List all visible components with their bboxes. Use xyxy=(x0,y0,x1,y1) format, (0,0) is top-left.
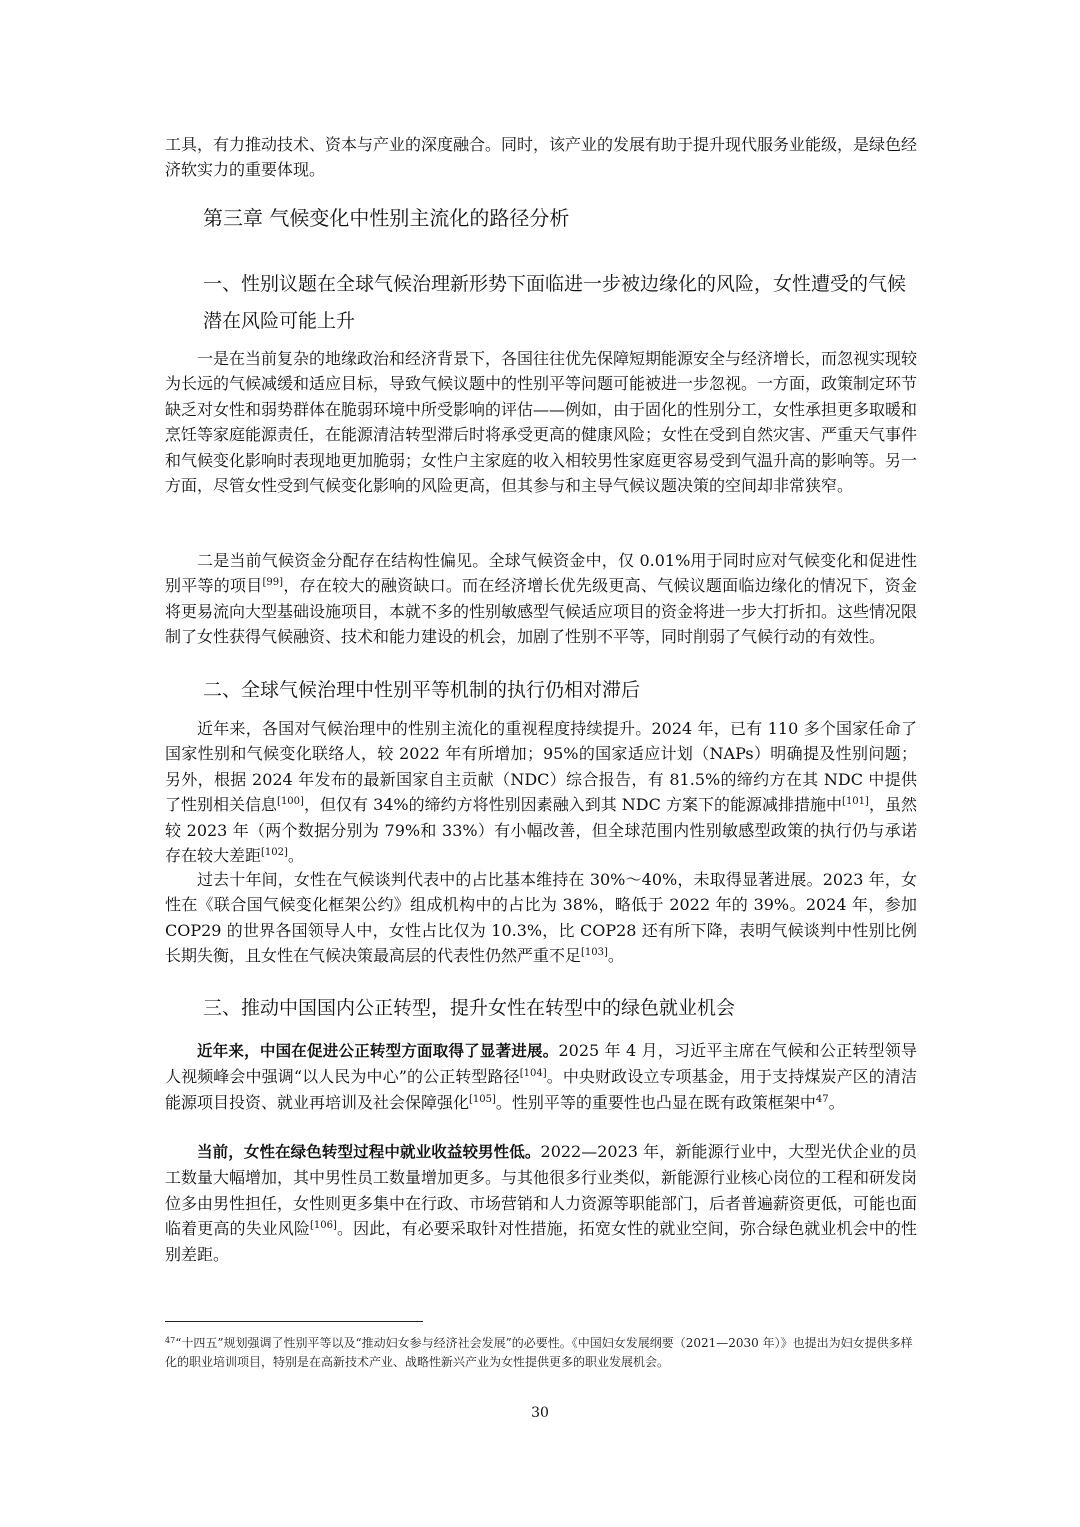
chapter-title: 第三章 气候变化中性别主流化的路径分析 xyxy=(203,206,570,230)
footnote-divider xyxy=(165,1321,423,1322)
section-2-paragraph-2 xyxy=(165,867,917,969)
section-3-paragraph-1 xyxy=(165,1038,917,1115)
footnote-mark: 47 xyxy=(165,1336,176,1345)
citation-104: [104] xyxy=(519,1068,547,1080)
section-2-paragraph-2-text-b: 。 xyxy=(607,946,624,966)
citation-105: [105] xyxy=(469,1093,496,1105)
section-2-paragraph-1 xyxy=(165,716,917,868)
section-3-paragraph-1-text-c: 。性别平等的重要性也凸显在既有政策框架中 xyxy=(495,1092,816,1112)
section-3-paragraph-2 xyxy=(165,1139,917,1267)
section-1-paragraph-2-text-b: ，存在较大的融资缺口。而在经济增长优先级更高、气候议题面临边缘化的情况下，资金将更易流向大型基础设施项目，本就不多的性别敏感型气候适应项目的资金将进一步大打折扣。这些情况限制了女性获得气候融资、技术和能力建设的机会，加剧了性别不平等，同时削弱了气候行动的有效性。 xyxy=(165,576,918,647)
section-3-paragraph-2-lead: 当前，女性在绿色转型过程中就业收益较男性低。 xyxy=(197,1143,541,1161)
section-2-paragraph-1-text-b: ，但仅有 34%的缔约方将性别因素融入到其 NDC 方案下的能源减排措施中 xyxy=(303,795,843,815)
section-2-paragraph-1-text-c: ，虽然较 2023 年（两个数据分别为 79%和 33%）有小幅改善，但全球范围内性别敏感型政策的执行仍与承诺存在较大差距 xyxy=(165,795,917,866)
section-3-paragraph-2-text-a: 2022—2023 年，新能源行业中，大型光伏企业的员工数量大幅增加，其中男性员工数量增加更多。与其他很多行业类似，新能源行业核心岗位的工程和研发岗位多由男性担任，女性则更多集中在行政、市场营销和人力资源等职能部门，后者普遍薪资更低，可能也面临着更高的失业风险 xyxy=(165,1142,918,1239)
citation-102: [102] xyxy=(261,847,288,859)
citation-99: [99] xyxy=(262,577,284,589)
section-2-title: 二、全球气候治理中性别平等机制的执行仍相对滞后 xyxy=(203,679,641,701)
section-1-title: 一、性别议题在全球气候治理新形势下面临进一步被边缘化的风险，女性遭受的气候潜在风险可能上升 xyxy=(203,273,907,332)
section-3-paragraph-1-text-d: 。 xyxy=(828,1092,845,1112)
section-2-paragraph-1-text-d: 。 xyxy=(287,846,304,866)
section-3-title: 三、推动中国国内公正转型，提升女性在转型中的绿色就业机会 xyxy=(203,997,736,1019)
section-3-paragraph-1-text-a: 2025 年 4 月，习近平主席在气候和公正转型领导人视频峰会中强调“以人民为中心”的公正转型路径 xyxy=(165,1041,917,1087)
citation-106: [106] xyxy=(310,1220,337,1232)
section-2-paragraph-1-text-a: 近年来，各国对气候治理中的性别主流化的重视程度持续提升。2024 年，已有 110 多个国家任命了国家性别和气候变化联络人，较 2022 年有所增加；95%的国家适应计划（NAPs）明确提及性别问题；另外，根据 2024 年发布的最新国家自主贡献（NDC）综合报告，有 81.5%的缔约方在其 NDC 中提供了性别相关信息 xyxy=(165,719,917,815)
page-number: 30 xyxy=(531,1405,549,1421)
section-1-paragraph-1: 一是在当前复杂的地缘政治和经济背景下，各国往往优先保障短期能源安全与经济增长，而忽视实现较为长远的气候减缓和适应目标，导致气候议题中的性别平等问题可能被进一步忽视。一方面，政策制定环节缺乏对女性和弱势群体在脆弱环境中所受影响的评估——例如，由于固化的性别分工，女性承担更多取暖和烹饪等家庭能源责任，在能源清洁转型滞后时将承受更高的健康风险；女性在受到自然灾害、严重天气事件和气候变化影响时表现地更加脆弱；女性户主家庭的收入相较男性家庭更容易受到气温升高的影响等。另一方面，尽管女性受到气候变化影响的风险更高，但其参与和主导气候议题决策的空间却非常狭窄。 xyxy=(165,349,918,496)
section-3-paragraph-2-text-b: 。因此，有必要采取针对性措施，拓宽女性的就业空间，弥合绿色就业机会中的性别差距。 xyxy=(165,1219,917,1264)
footnote xyxy=(165,1334,917,1372)
citation-100: [100] xyxy=(277,796,304,808)
continued-paragraph: 工具，有力推动技术、资本与产业的深度融合。同时，该产业的发展有助于提升现代服务业能级，是绿色经济软实力的重要体现。 xyxy=(165,135,918,180)
citation-101: [101] xyxy=(842,796,869,808)
section-1-paragraph-2-text-a: 二是当前气候资金分配存在结构性偏见。全球气候资金中，仅 0.01%用于同时应对气候变化和促进性别平等的项目 xyxy=(165,551,917,596)
section-3-paragraph-1-lead: 近年来，中国在促进公正转型方面取得了显著进展。 xyxy=(197,1042,559,1060)
footnote-text: “十四五”规划强调了性别平等以及“推动妇女参与经济社会发展”的必要性。《中国妇女发展纲要（2021—2030 年）》也提出为妇女提供多样化的职业培训项目，特别是在高新技术产业、战略性新兴产业为女性提供更多的职业发展机会。 xyxy=(165,1336,913,1369)
section-1-paragraph-2 xyxy=(165,548,917,650)
section-2-paragraph-2-text-a: 过去十年间，女性在气候谈判代表中的占比基本维持在 30%～40%，未取得显著进展。2023 年，女性在《联合国气候变化框架公约》组成机构中的占比为 38%，略低于 2022 年的 39%。2024 年，参加 COP29 的世界各国领导人中，女性占比仅为 10.3%，比 COP28 还有所下降，表明气候谈判中性别比例长期失衡，且女性在气候决策最高层的代表性仍然严重不足 xyxy=(165,870,917,966)
footnote-ref-47[interactable]: 47 xyxy=(815,1093,829,1105)
citation-103: [103] xyxy=(581,947,608,959)
section-3-paragraph-1-text-b: 。中央财政设立专项基金，用于支持煤炭产区的清洁能源项目投资、就业再培训及社会保障强化 xyxy=(165,1067,917,1112)
